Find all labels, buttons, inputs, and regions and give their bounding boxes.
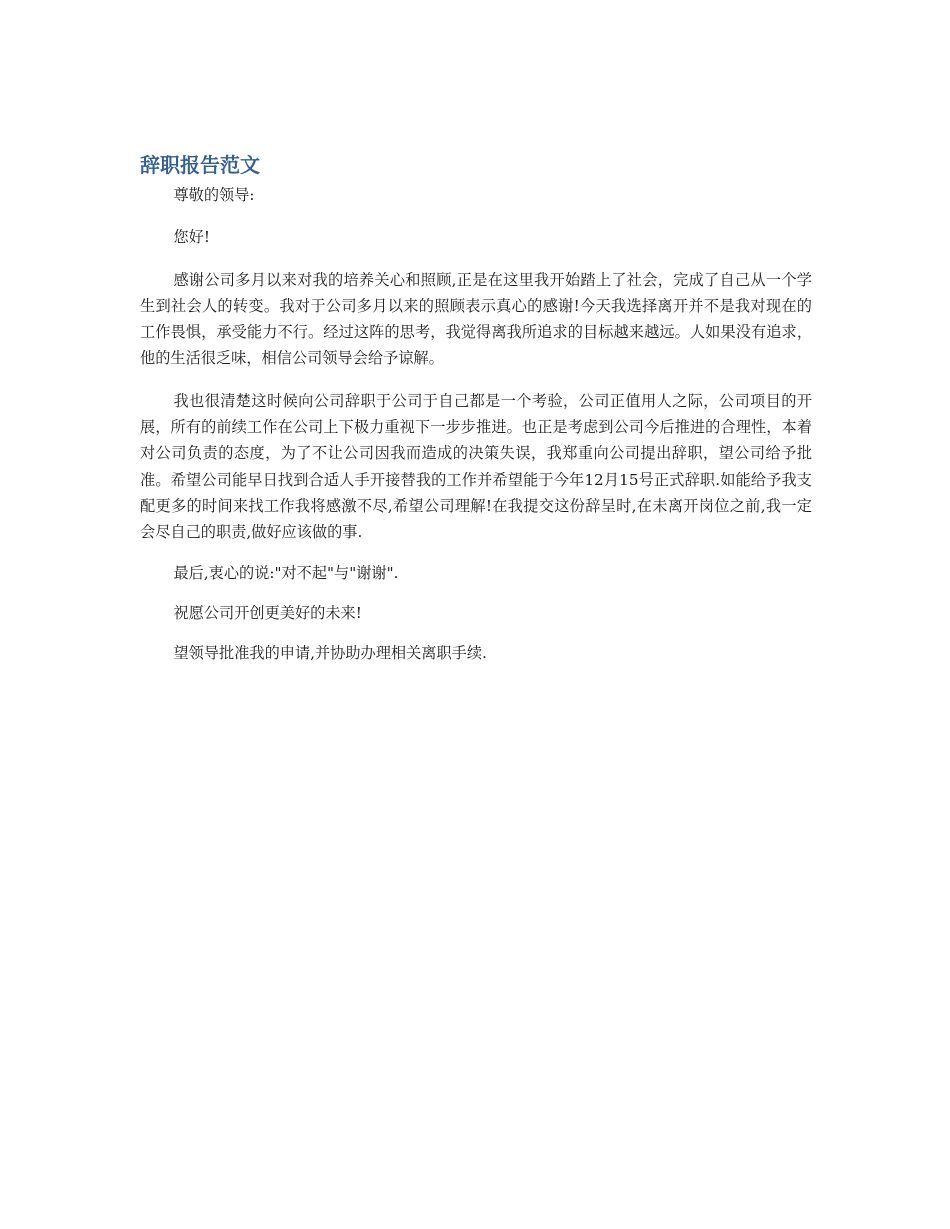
body-paragraph: 感谢公司多月以来对我的培养关心和照顾,正是在这里我开始踏上了社会，完成了自己从一个学生到社会人的转变。我对于公司多月以来的照顾表示真心的感谢!今天我选择离开并不是我对现在的工作畏惧，承受能力不行。经过这阵的思考，我觉得离我所追求的目标越来越远。人如果没有追求，他的生活很乏味，相信公司领导会给予谅解。 xyxy=(140,270,812,368)
closing-line: 祝愿公司开创更美好的未来! xyxy=(173,603,362,622)
document-title: 辞职报告范文 xyxy=(140,153,260,177)
greeting: 您好! xyxy=(173,228,210,247)
document-page xyxy=(140,150,812,666)
body-paragraph: 我也很清楚这时候向公司辞职于公司于自己都是一个考验，公司正值用人之际，公司项目的开展，所有的前续工作在公司上下极力重视下一步步推进。也正是考虑到公司今后推进的合理性，本着对公司负责的态度，为了不让公司因我而造成的决策失误，我郑重向公司提出辞职，望公司给予批准。希望公司能早日找到合适人手开接替我的工作并希望能于今年12月15号正式辞职.如能给予我支配更多的时间来找工作我将感激不尽,希望公司理解!在我提交这份辞呈时,在未离开岗位之前,我一定会尽自己的职责,做好应该做的事. xyxy=(140,391,812,542)
closing-line: 最后,衷心的说:"对不起"与"谢谢". xyxy=(173,563,399,582)
salutation: 尊敬的领导: xyxy=(173,186,255,204)
closing-line: 望领导批准我的申请,并协助办理相关离职手续. xyxy=(173,644,487,663)
